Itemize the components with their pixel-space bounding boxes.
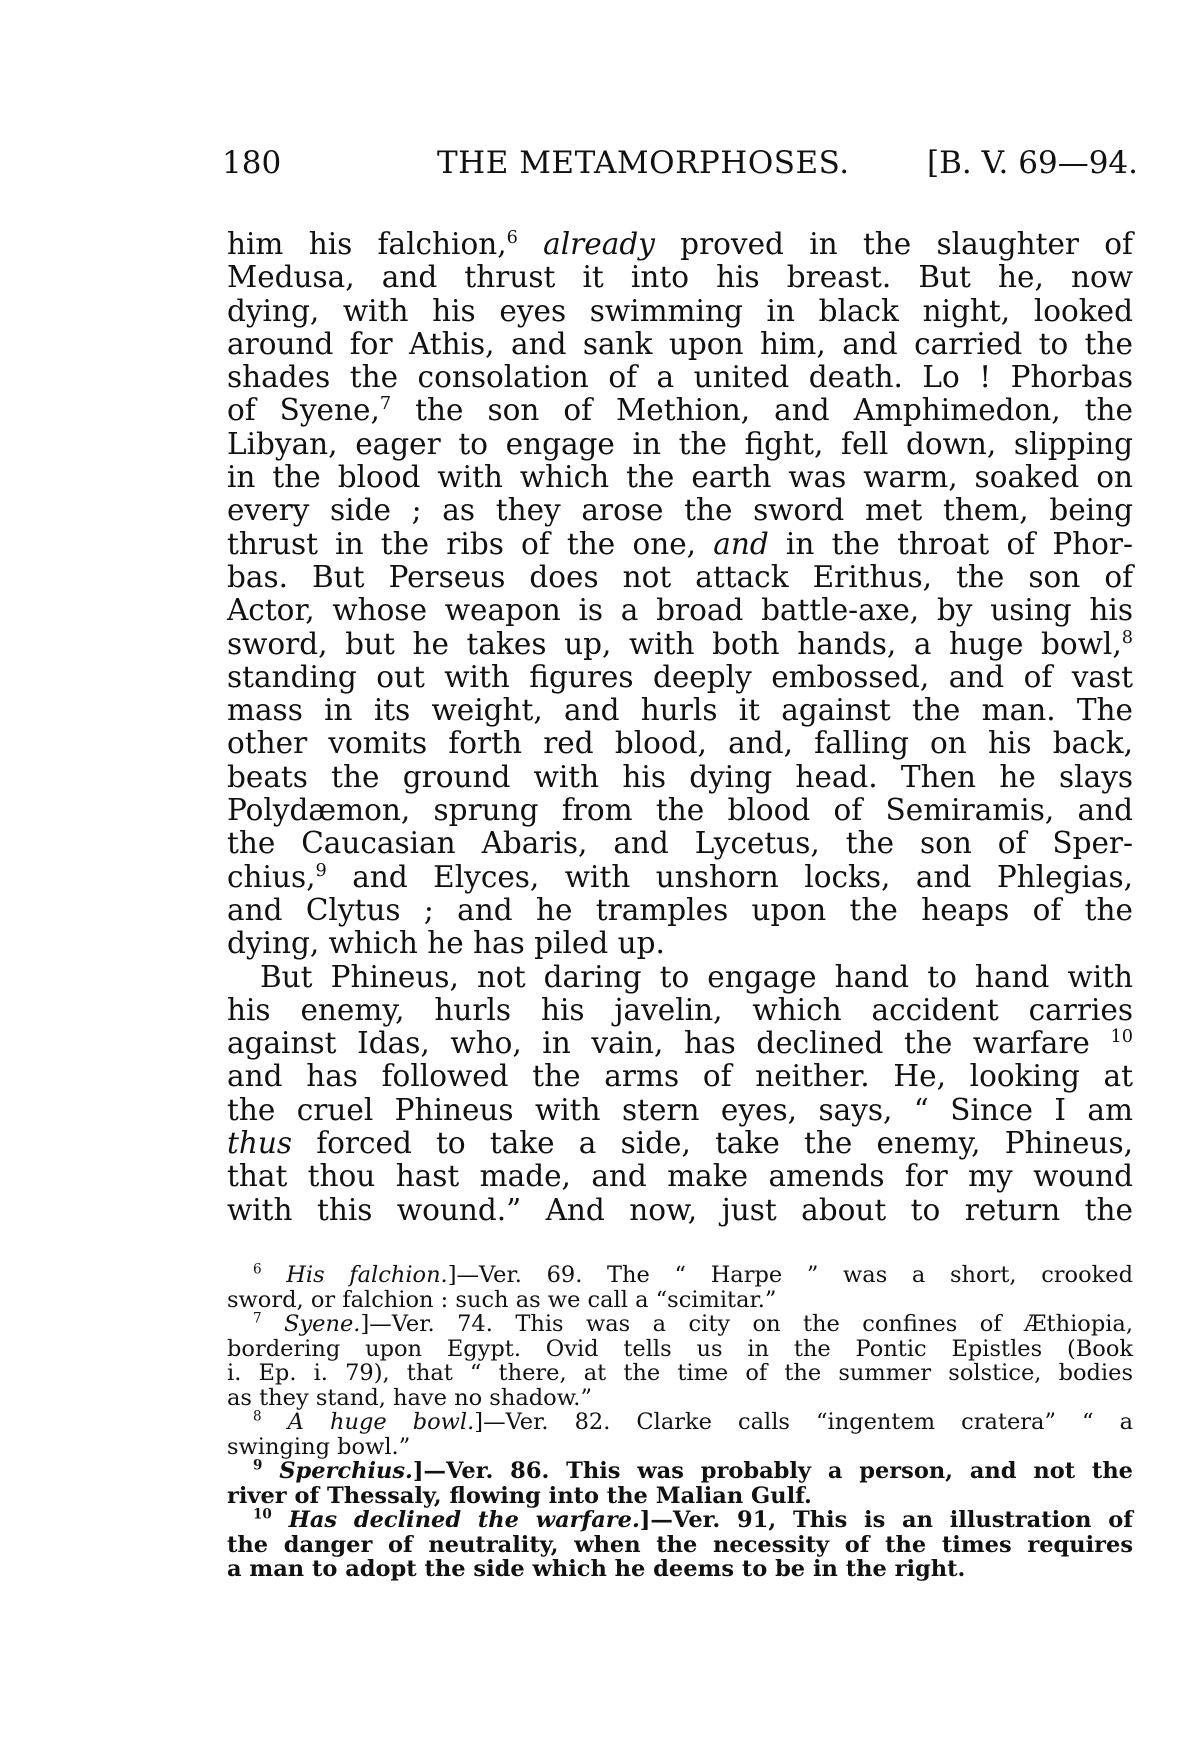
footnotes: [227, 1263, 1133, 1582]
footnote-ref: 9: [315, 860, 327, 881]
text-line: Medusa, and thrust it into his breast. But he, now: [227, 260, 1133, 295]
text-line: chius,$^9$ and Elyces, with unshorn locks, and Phlegias,: [227, 859, 1133, 894]
paragraph-1: [227, 228, 1133, 961]
book-verse-reference: [B. V. 69—94.: [926, 145, 1138, 181]
text-line: swinging bowl.”: [227, 1433, 411, 1460]
text-line: the Caucasian Abaris, and Lycetus, the son of Sper-: [227, 826, 1133, 861]
text-line: shades the consolation of a united death. Lo ! Phorbas: [227, 360, 1133, 395]
footnote-number: 8: [253, 1408, 262, 1425]
text-line: a man to adopt the side which he deems to be in the right.: [227, 1556, 966, 1582]
footnote-number: 10: [253, 1506, 272, 1523]
text-line: $^7$ Syene.]—Ver. 74. This was a city on the confines of Æthiopia,: [253, 1310, 1133, 1337]
footnote-6: [227, 1263, 1133, 1312]
text-line: against Idas, who, in vain, has declined the warfare $^{10}$: [227, 1026, 1133, 1061]
text-line: thrust in the ribs of the one, and in the throat of Phor-: [227, 526, 1133, 561]
text-line: But Phineus, not daring to engage hand to hand with: [260, 959, 1133, 994]
text-line: dying, which he has piled up.: [227, 926, 665, 961]
footnote-number: 9: [253, 1457, 263, 1474]
text-line: of Syene,$^7$ the son of Methion, and Amphimedon, the: [227, 393, 1133, 428]
text-line: every side ; as they arose the sword met them, being: [227, 493, 1133, 528]
text-line: thus forced to take a side, take the enemy, Phineus,: [227, 1126, 1133, 1161]
text-line: $^8$ A huge bowl.]—Ver. 82. Clarke calls “ingentem cratera” “ a: [253, 1408, 1134, 1435]
text-line: Polydæmon, sprung from the blood of Semiramis, and: [227, 793, 1133, 828]
text-line: the danger of neutrality, when the necessity of the times requires: [227, 1531, 1133, 1558]
footnote-number: 7: [253, 1310, 262, 1327]
running-header: [222, 138, 1138, 188]
page-number: 180: [222, 145, 282, 181]
text-line: around for Athis, and sank upon him, and carried to the: [227, 326, 1133, 361]
text-line: Actor, whose weapon is a broad battle-axe, by using his: [227, 593, 1133, 628]
text-line: $^6$ His falchion.]—Ver. 69. The “ Harpe ” was a short, crooked: [253, 1261, 1133, 1288]
text-line: in the blood with which the earth was warm, soaked on: [227, 460, 1133, 495]
paragraph-2: [227, 961, 1133, 1227]
text-line: sword, or falchion : such as we call a “scimitar.”: [227, 1286, 777, 1313]
text-line: i. Ep. i. 79), that “ there, at the time of the summer solstice, bodies: [227, 1360, 1133, 1386]
text-line: bas. But Perseus does not attack Erithus, the son of: [227, 559, 1133, 594]
text-line: mass in its weight, and hurls it against the man. The: [227, 693, 1133, 728]
text-line: sword, but he takes up, with both hands, a huge bowl,$^8$: [227, 626, 1133, 661]
text-line: dying, with his eyes swimming in black night, looked: [227, 293, 1133, 328]
text-line: and Clytus ; and he tramples upon the heaps of the: [227, 892, 1133, 927]
footnote-8: [227, 1410, 1133, 1459]
text-line: that thou hast made, and make amends for my wound: [227, 1159, 1133, 1194]
footnote-10: [227, 1508, 1133, 1582]
footnote-ref: 10: [1110, 1027, 1133, 1048]
main-text: [227, 228, 1133, 1227]
text-line: his enemy, hurls his javelin, which accident carries: [227, 992, 1133, 1027]
footnote-ref: 7: [379, 394, 392, 415]
text-line: Libyan, eager to engage in the fight, fell down, slipping: [227, 426, 1133, 461]
footnote-number: 6: [253, 1261, 262, 1278]
text-line: $^{10}$ Has declined the warfare.]—Ver. 91, This is an illustration of: [253, 1506, 1133, 1533]
running-title: THE METAMORPHOSES.: [437, 145, 850, 181]
footnote-ref: 8: [1121, 627, 1133, 648]
text-line: the cruel Phineus with stern eyes, says, “ Since I am: [227, 1092, 1133, 1127]
footnote-7: [227, 1312, 1133, 1410]
text-line: bordering upon Egypt. Ovid tells us in the Pontic Epistles (Book: [227, 1335, 1133, 1362]
text-line: standing out with figures deeply embossed, and of vast: [227, 659, 1133, 694]
text-line: river of Thessaly, flowing into the Malian Gulf.: [227, 1482, 812, 1509]
footnote-9: [227, 1459, 1133, 1508]
text-line: him his falchion,$^6$ already proved in the slaughter of: [227, 227, 1133, 261]
text-line: as they stand, have no shadow.”: [227, 1384, 592, 1411]
text-line: other vomits forth red blood, and, falling on his back,: [227, 726, 1133, 761]
text-line: and has followed the arms of neither. He, looking at: [227, 1059, 1133, 1094]
text-line: with this wound.” And now, just about to return the: [227, 1192, 1133, 1227]
text-line: $^9$ Sperchius.]—Ver. 86. This was probably a person, and not the: [253, 1457, 1133, 1484]
text-line: beats the ground with his dying head. Then he slays: [227, 759, 1133, 794]
footnote-ref: 6: [506, 228, 518, 249]
